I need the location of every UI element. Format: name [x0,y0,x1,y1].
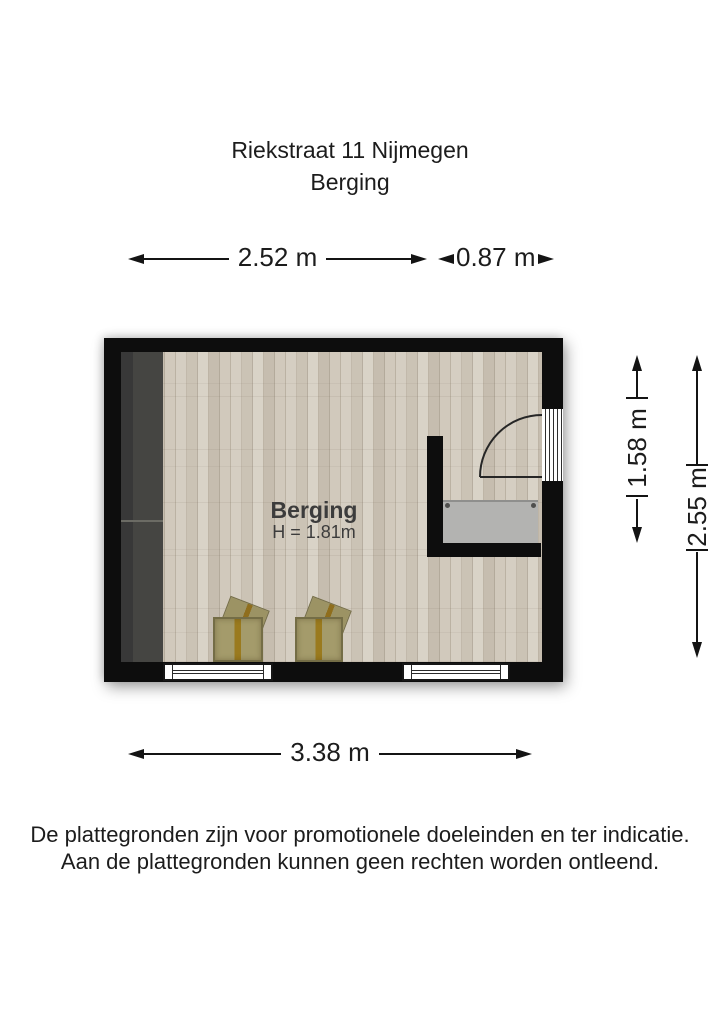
dimension-label: 3.38 m [290,737,370,767]
disclaimer-line-1: De plattegronden zijn voor promotionele doeleinden en ter indicatie. [30,822,690,847]
arrow-down-icon [632,527,642,543]
dimension-line [326,258,411,260]
room-height: H = 1.81m [272,522,356,542]
disclaimer-line-2: Aan de plattegronden kunnen geen rechten worden ontleend. [60,849,660,874]
box-body [213,617,263,662]
dimension-line [144,258,229,260]
disclaimer [0,821,720,875]
dimension-top-right [438,242,546,272]
room-label [214,498,414,543]
box-body [295,617,343,662]
dimension-tick [686,549,708,551]
dimension-line [636,370,638,398]
dimension-top-left [128,242,427,272]
window-left [163,663,273,681]
room-subtitle: Berging [310,169,390,195]
arrow-right-icon [516,749,532,759]
floorplan [104,338,563,682]
dimension-bottom-total [128,737,532,767]
arrow-up-icon [632,355,642,371]
arrow-up-icon [692,355,702,371]
dimension-label: 0.87 m [456,242,536,272]
door-swing-arc [480,415,542,477]
dimension-line [636,499,638,527]
arrow-left-icon [128,749,144,759]
dimension-tick [626,397,648,399]
dimension-right-full [682,355,712,658]
address-title: Riekstraat 11 Nijmegen [231,137,469,163]
dimension-tick [626,495,648,497]
dimension-line [144,753,281,755]
arrow-down-icon [692,642,702,658]
dimension-line [696,552,698,643]
dimension-label: 2.52 m [237,242,318,272]
dimension-label: 1.58 m [622,408,652,488]
window-right [402,663,510,681]
dimension-line [696,370,698,465]
page-title [0,136,700,196]
dimension-tick [686,464,708,466]
arrow-left-icon [128,254,144,264]
storage-box-2 [295,617,343,662]
room-name: Berging [270,497,358,523]
arrow-right-icon [411,254,427,264]
dimension-label: 2.55 m [682,467,712,547]
arrow-right-icon [538,254,554,264]
storage-box-1 [213,617,263,662]
dimension-right-upper [622,355,652,543]
dimension-line [379,753,516,755]
arrow-left-icon [438,254,454,264]
